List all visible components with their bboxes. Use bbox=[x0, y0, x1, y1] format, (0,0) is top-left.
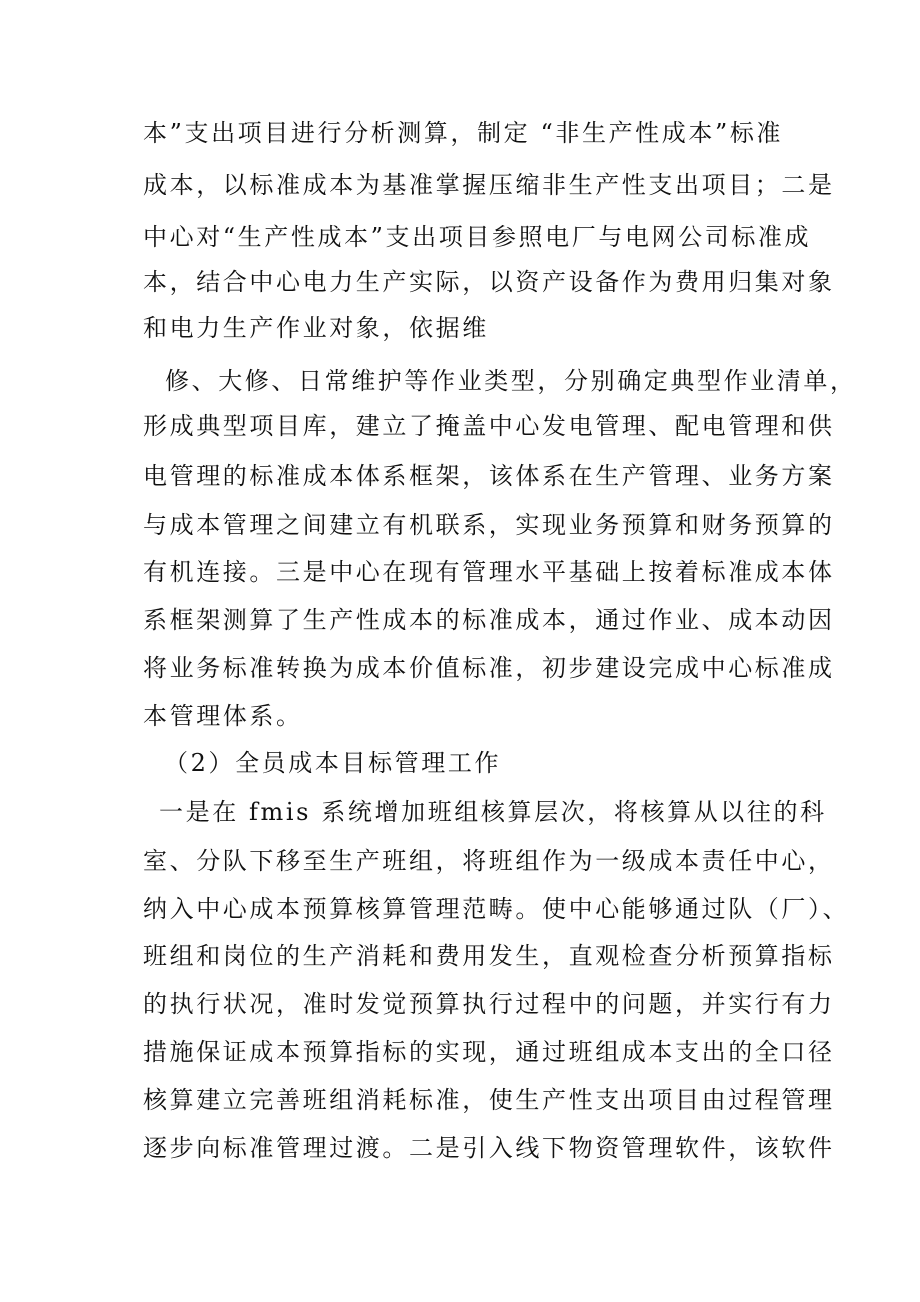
text-line-3: 中心对“生产性成本”支出项目参照电厂与电网公司标准成 bbox=[143, 223, 812, 251]
text-line-19: 的执行状况，准时发觉预算执行过程中的问题，并实行有力 bbox=[143, 990, 835, 1018]
text-line-7: 形成典型项目库，建立了掩盖中心发电管理、配电管理和供 bbox=[143, 412, 835, 440]
text-line-16: 室、分队下移至生产班组，将班组作为一级成本责任中心， bbox=[143, 847, 835, 875]
text-line-15: 一是在 fmis 系统增加班组核算层次，将核算从以往的科 bbox=[159, 798, 827, 826]
text-line-2: 成本，以标准成本为基准掌握压缩非生产性支出项目；二是 bbox=[143, 171, 835, 199]
text-line-1: 本”支出项目进行分析测算，制定 “非生产性成本”标准 bbox=[143, 119, 784, 147]
text-line-13: 本管理体系。 bbox=[143, 702, 303, 730]
text-line-21: 核算建立完善班组消耗标准，使生产性支出项目由过程管理 bbox=[143, 1086, 835, 1114]
section-heading: （2）全员成本目标管理工作 bbox=[164, 749, 502, 777]
text-line-5: 和电力生产作业对象，依据维 bbox=[143, 314, 489, 342]
text-line-12: 将业务标准转换为成本价值标准，初步建设完成中心标准成 bbox=[143, 654, 835, 682]
text-line-11: 系框架测算了生产性成本的标准成本，通过作业、成本动因 bbox=[143, 606, 835, 634]
text-line-9: 与成本管理之间建立有机联系，实现业务预算和财务预算的 bbox=[143, 511, 835, 539]
text-line-10: 有机连接。三是中心在现有管理水平基础上按着标准成本体 bbox=[143, 558, 835, 586]
text-line-4: 本，结合中心电力生产实际，以资产设备作为费用归集对象 bbox=[143, 268, 835, 296]
text-line-17: 纳入中心成本预算核算管理范畴。使中心能够通过队（厂）、 bbox=[143, 895, 850, 923]
text-line-8: 电管理的标准成本体系框架，该体系在生产管理、业务方案 bbox=[143, 462, 835, 490]
text-line-20: 措施保证成本预算指标的实现，通过班组成本支出的全口径 bbox=[143, 1038, 835, 1066]
text-line-18: 班组和岗位的生产消耗和费用发生，直观检查分析预算指标 bbox=[143, 942, 835, 970]
text-line-22: 逐步向标准管理过渡。二是引入线下物资管理软件，该软件 bbox=[143, 1134, 835, 1162]
text-line-6: 修、大修、日常维护等作业类型，分别确定典型作业清单， bbox=[165, 367, 857, 395]
